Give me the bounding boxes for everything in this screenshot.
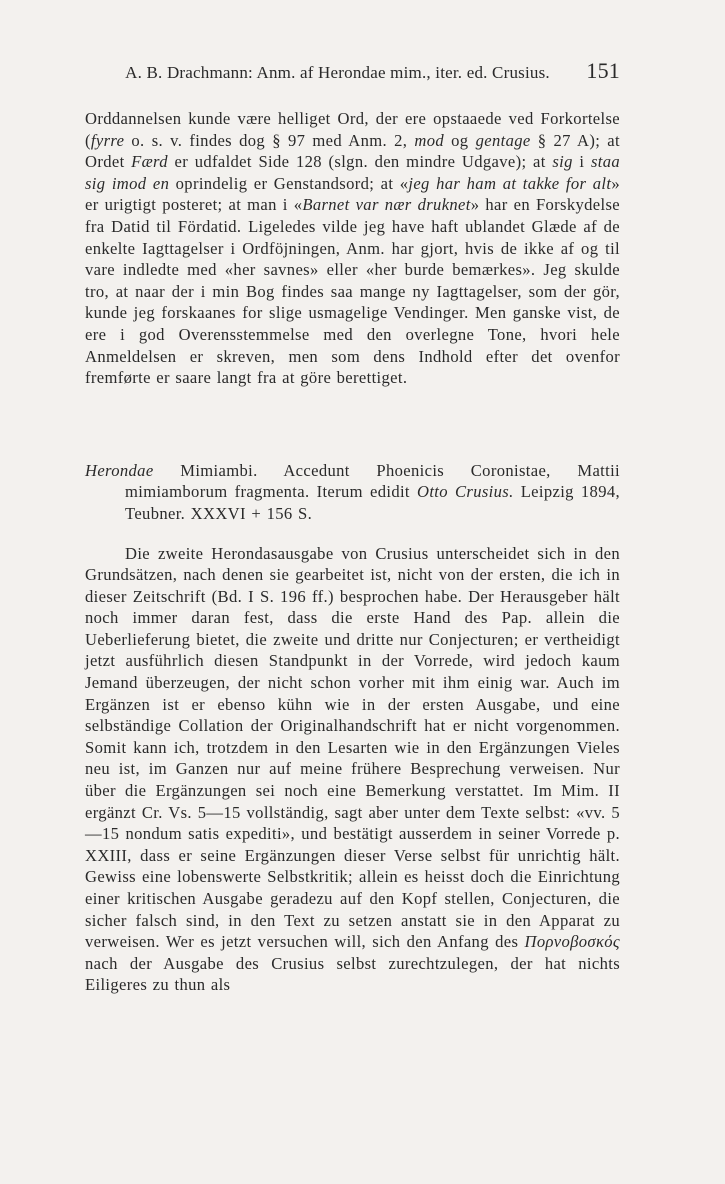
italic-term: staa sig imod en	[85, 152, 620, 193]
entry-title: Herondae	[85, 460, 154, 480]
italic-term: fyrre	[90, 130, 125, 150]
italic-term: gentage	[475, 130, 531, 150]
paragraph-german-review: Die zweite Herondasausgabe von Crusius unterscheidet sich in den Grundsätzen, nach denen sie gearbeitet ist, nicht von der ersten, die ich in dieser Zeitschrift (Bd. I S. 196 ff.) besprochen habe. Der Herausgeber hält noch immer daran fest, dass die erste Hand des Pap. allein die Ueberlieferung bietet, die zweite und dritte nur Conjecturen; er vertheidigt jetzt ausführlich diesen Standpunkt in der Vorrede, wird jedoch kaum Jemand überzeugen, der nicht schon vorher mit ihm einig war. Auch im Ergänzen ist er ebenso kühn wie in der ersten Ausgabe, und eine selbständige Collation der Originalhandschrift hat er nicht vorgenommen. Somit kann ich, trotzdem in den Lesarten wie in den Ergänzungen Vieles neu ist, im Ganzen nur auf meine frühere Besprechung verweisen. Nur über die Ergänzungen sei noch eine Bemerkung verstattet. Im Mim. II ergänzt Cr. Vs. 5—15 vollständig, sagt aber unter dem Texte selbst: «vv. 5—15 nondum satis expediti», und bestätigt ausserdem in seiner Vorrede p. XXIII, dass er seine Ergänzungen dieser Verse selbst für unrichtig hält. Gewiss eine lobenswerte Selbstkritik; allein es heisst doch die Einrichtung einer kritischen Ausgabe geradezu auf den Kopf stellen, Conjecturen, die sicher falsch sind, in den Text zu setzen anstatt sie in den Apparat zu verweisen. Wer es jetzt versuchen will, sich den Anfang des Πορνοβοσκός nach der Ausgabe des Crusius selbst zurechtzulegen, der hat nichts Eiligeres zu thun als	[85, 543, 620, 995]
entry-editor: Otto Crusius.	[417, 482, 514, 502]
page-number: 151	[586, 58, 620, 83]
bibliographic-entry: Herondae Mimiambi. Accedunt Phoenicis Coronistae, Mattii mimiamborum fragmenta. Iterum edidit Otto Crusius. Leipzig 1894, Teubner. XXXVI + 156 S.	[85, 460, 620, 523]
running-head-title: A. B. Drachmann: Anm. af Herondae mim., iter. ed. Crusius.	[125, 63, 550, 82]
paragraph-danish-review: Orddannelsen kunde være helliget Ord, der ere opstaaede ved Forkortelse (fyrre o. s. v. findes dog § 97 med Anm. 2, mod og gentage § 27 A); at Ordet Færd er udfaldet Side 128 (slgn. den mindre Udgave); at sig i staa sig imod en oprindelig er Genstandsord; at «jeg har ham at takke for alt» er urigtigt posteret; at man i «Barnet var nær druknet» har en Forskydelse fra Datid til Fördatid. Ligeledes vilde jeg have haft ublandet Glæde af de enkelte Iagttagelser i Ordföjningen, Anm. har gjort, hvis de ikke af og til vare indledte med «her savnes» eller «her burde bemærkes». Jeg skulde tro, at naar der i min Bog findes saa mange ny Iagttagelser, som der gör, kunde jeg forskaanes for slige usmagelige Vendinger. Men ganske vist, de ere i god Overensstemmelse med den overlegne Tone, hvori hele Anmeldelsen er skreven, men som dens Indhold efter det ovenfor fremførte er saare langt fra at göre berettiget.	[85, 109, 620, 388]
italic-term: Færd	[131, 152, 168, 172]
italic-term: Barnet var nær druknet	[302, 195, 471, 215]
italic-term: jeg har ham at takke for alt	[408, 173, 612, 193]
italic-term: mod	[414, 130, 445, 150]
running-head	[85, 58, 620, 88]
italic-term: sig	[552, 152, 573, 172]
greek-title: Πορνοβοσκός	[524, 932, 620, 952]
document-page	[85, 58, 620, 996]
